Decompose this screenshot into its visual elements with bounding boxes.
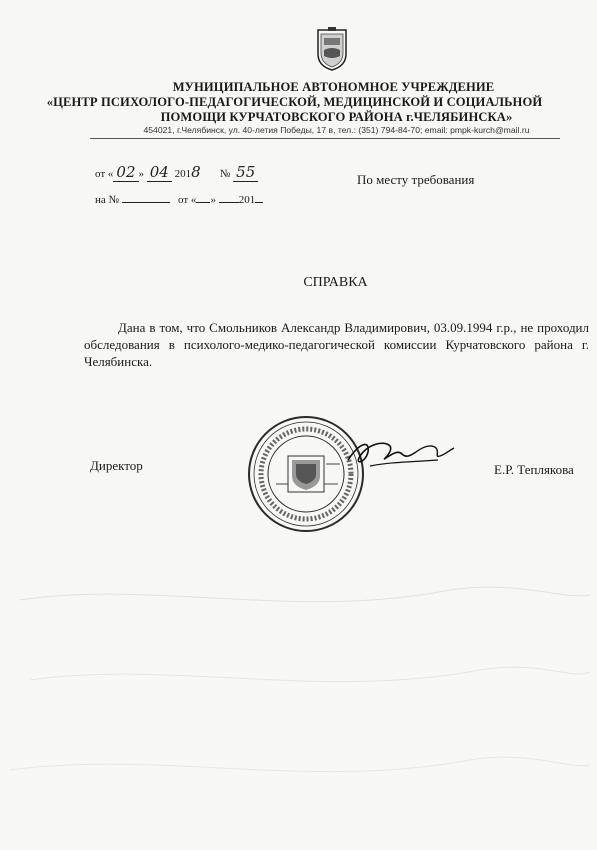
body-paragraph: Дана в том, что Смольников Александр Владимирович, 03.09.1994 г.р., не проходил обследования в психолого-медико-педагогической комиссии Курчатовского района г. Челябинска. bbox=[84, 320, 589, 369]
signatory-position: Директор bbox=[90, 458, 143, 473]
signatory-name: Е.Р. Теплякова bbox=[494, 462, 574, 477]
document-body bbox=[84, 319, 589, 370]
organization-name-line-3: ПОМОЩИ КУРЧАТОВСКОГО РАЙОНА г.ЧЕЛЯБИНСКА» bbox=[160, 110, 513, 124]
organization-name-line-2: «ЦЕНТР ПСИХОЛОГО-ПЕДАГОГИЧЕСКОЙ, МЕДИЦИНСКОЙ И СОЦИАЛЬНОЙ bbox=[46, 95, 543, 109]
handwritten-signature bbox=[340, 432, 460, 477]
outgoing-reference bbox=[95, 163, 258, 182]
ref-year-prefix: 201 bbox=[174, 168, 192, 180]
header-divider bbox=[90, 138, 560, 139]
incoming-reference bbox=[95, 192, 263, 206]
organization-name-line-1: МУНИЦИПАЛЬНОЕ АВТОНОМНОЕ УЧРЕЖДЕНИЕ bbox=[172, 80, 495, 94]
ref-month: 04 bbox=[149, 163, 169, 181]
addressee: По месту требования bbox=[357, 172, 475, 187]
ref-number: 55 bbox=[236, 163, 256, 181]
to-sep: » bbox=[210, 194, 216, 206]
to-year: 201 bbox=[238, 194, 256, 206]
from-prefix: от « bbox=[95, 168, 114, 180]
ref-sep: » bbox=[138, 168, 145, 180]
document-title: СПРАВКА bbox=[303, 275, 368, 290]
organization-address: 454021, г.Челябинск, ул. 40-летия Победы, 17 в, тел.: (351) 794-84-70; email: pmpk-kurch@mail.ru bbox=[143, 125, 530, 135]
city-coat-of-arms-icon bbox=[314, 26, 350, 72]
number-prefix: № bbox=[219, 168, 231, 180]
ref-year-suffix: 8 bbox=[191, 163, 201, 181]
to-from: от « bbox=[178, 194, 197, 206]
scan-noise bbox=[0, 560, 597, 850]
ref-day: 02 bbox=[116, 163, 136, 181]
to-prefix: на № bbox=[95, 194, 120, 206]
